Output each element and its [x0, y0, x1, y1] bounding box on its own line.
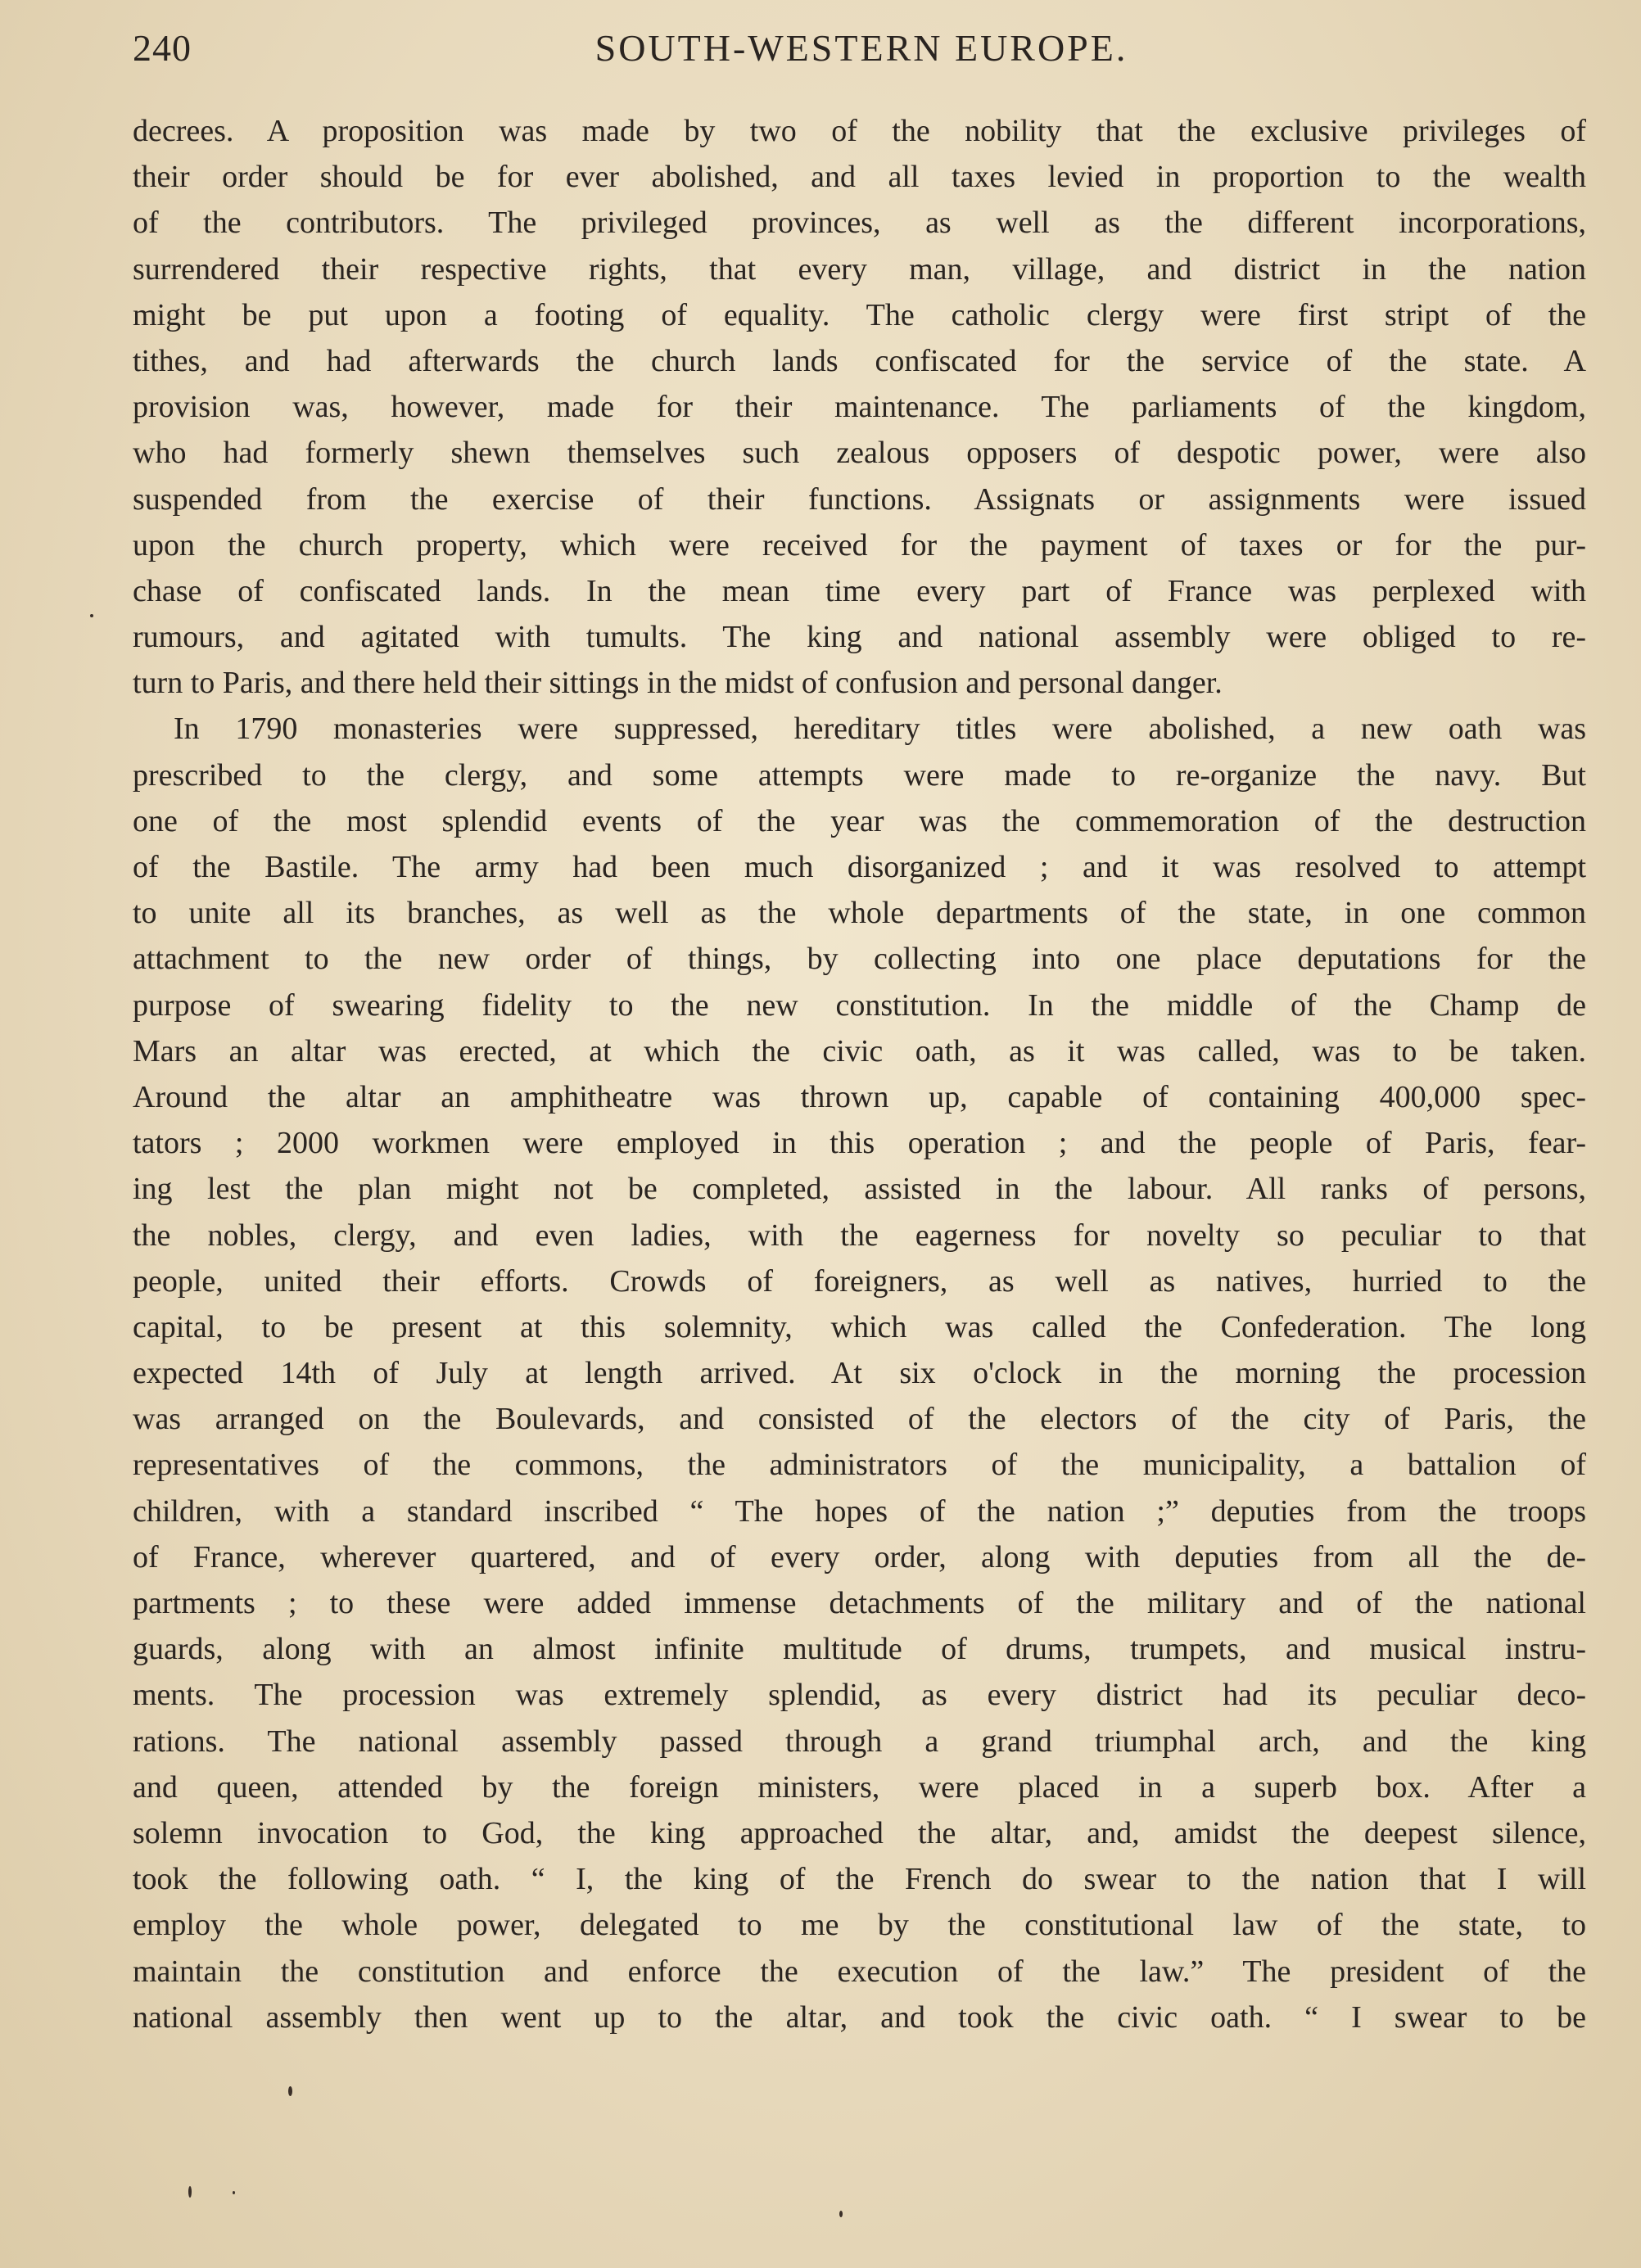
running-title: SOUTH-WESTERN EUROPE. [594, 27, 1128, 69]
text-line: partments ; to these were added immense detachments of the military and of the national [133, 1586, 1586, 1620]
text-line: Mars an altar was erected, at which the civic oath, as it was called, was to be taken. [133, 1033, 1586, 1068]
text-line: suspended from the exercise of their functions. Assignats or assignments were issued [133, 481, 1586, 517]
ink-speck [188, 2186, 192, 2198]
text-line: employ the whole power, delegated to me by the constitutional law of the state, to [133, 1908, 1586, 1943]
text-line: expected 14th of July at length arrived. At six o'clock in the morning the procession [133, 1356, 1586, 1391]
text-line: representatives of the commons, the administrators of the municipality, a battalion of [133, 1448, 1586, 1483]
text-line: people, united their efforts. Crowds of foreigners, as well as natives, hurried to the [133, 1263, 1586, 1299]
text-line: tithes, and had afterwards the church lands confiscated for the service of the state. A [133, 343, 1586, 378]
text-line: provision was, however, made for their maintenance. The parliaments of the kingdom, [133, 390, 1586, 425]
text-line: surrendered their respective rights, that every man, village, and district in the nation [133, 251, 1586, 287]
ink-speck [90, 614, 93, 617]
text-line: to unite all its branches, as well as the whole departments of the state, in one common [133, 896, 1586, 931]
text-line: national assembly then went up to the altar, and took the civic oath. “ I swear to be [133, 1999, 1586, 2035]
text-line: might be put upon a footing of equality. The catholic clergy were first stript of the [133, 297, 1586, 332]
text-line: their order should be for ever abolished, and all taxes levied in proportion to the wealth [133, 160, 1586, 195]
text-line: turn to Paris, and there held their sittings in the midst of confusion and personal danger. [133, 666, 1223, 701]
page-number: 240 [133, 27, 192, 69]
text-line: one of the most splendid events of the year was the commemoration of the destruction [133, 803, 1586, 838]
ink-speck [288, 2086, 292, 2096]
text-line: purpose of swearing fidelity to the new constitution. In the middle of the Champ de [133, 987, 1586, 1023]
text-line: maintain the constitution and enforce the execution of the law.” The president of the [133, 1954, 1586, 1989]
text-line: of the Bastile. The army had been much disorganized ; and it was resolved to attempt [133, 850, 1586, 884]
text-line: ing lest the plan might not be completed, assisted in the labour. All ranks of persons, [133, 1172, 1586, 1207]
text-line: was arranged on the Boulevards, and consisted of the electors of the city of Paris, the [133, 1402, 1586, 1437]
body-text [133, 108, 1586, 2040]
text-line: who had formerly shewn themselves such zealous opposers of despotic power, were also [133, 436, 1586, 471]
text-line: decrees. A proposition was made by two of the nobility that the exclusive privileges of [133, 114, 1586, 148]
text-line: Around the altar an amphitheatre was thrown up, capable of containing 400,000 spec- [133, 1079, 1586, 1114]
text-line: attachment to the new order of things, by collecting into one place deputations for the [133, 942, 1586, 977]
text-line: prescribed to the clergy, and some attempts were made to re-organize the navy. But [133, 757, 1586, 793]
text-line: rumours, and agitated with tumults. The king and national assembly were obliged to re- [133, 620, 1586, 655]
text-line: solemn invocation to God, the king approached the altar, and, amidst the deepest silence, [133, 1815, 1586, 1850]
text-line: chase of confiscated lands. In the mean time every part of France was perplexed with [133, 573, 1586, 608]
text-line: ments. The procession was extremely splendid, as every district had its peculiar deco- [133, 1678, 1586, 1713]
text-line: of the contributors. The privileged provinces, as well as the different incorporations, [133, 206, 1586, 241]
ink-speck [839, 2211, 843, 2217]
text-line: of France, wherever quartered, and of every order, along with deputies from all the de- [133, 1539, 1586, 1574]
page-header [133, 26, 1590, 84]
paragraph-start-line: In 1790 monasteries were suppressed, hereditary titles were abolished, a new oath was [174, 712, 1586, 747]
text-line: guards, along with an almost infinite multitude of drums, trumpets, and musical instru- [133, 1632, 1586, 1667]
text-line: rations. The national assembly passed through a grand triumphal arch, and the king [133, 1724, 1586, 1759]
text-line: the nobles, clergy, and even ladies, with the eagerness for novelty so peculiar to that [133, 1218, 1586, 1253]
text-line: capital, to be present at this solemnity, which was called the Confederation. The long [133, 1309, 1586, 1344]
text-line: took the following oath. “ I, the king of the French do swear to the nation that I will [133, 1862, 1586, 1897]
text-line: children, with a standard inscribed “ The hopes of the nation ;” deputies from the troops [133, 1493, 1586, 1529]
text-line: and queen, attended by the foreign ministers, were placed in a superb box. After a [133, 1769, 1586, 1805]
text-line: upon the church property, which were received for the payment of taxes or for the pur- [133, 527, 1586, 562]
ink-speck [233, 2191, 235, 2194]
text-line: tators ; 2000 workmen were employed in this operation ; and the people of Paris, fear- [133, 1126, 1586, 1161]
